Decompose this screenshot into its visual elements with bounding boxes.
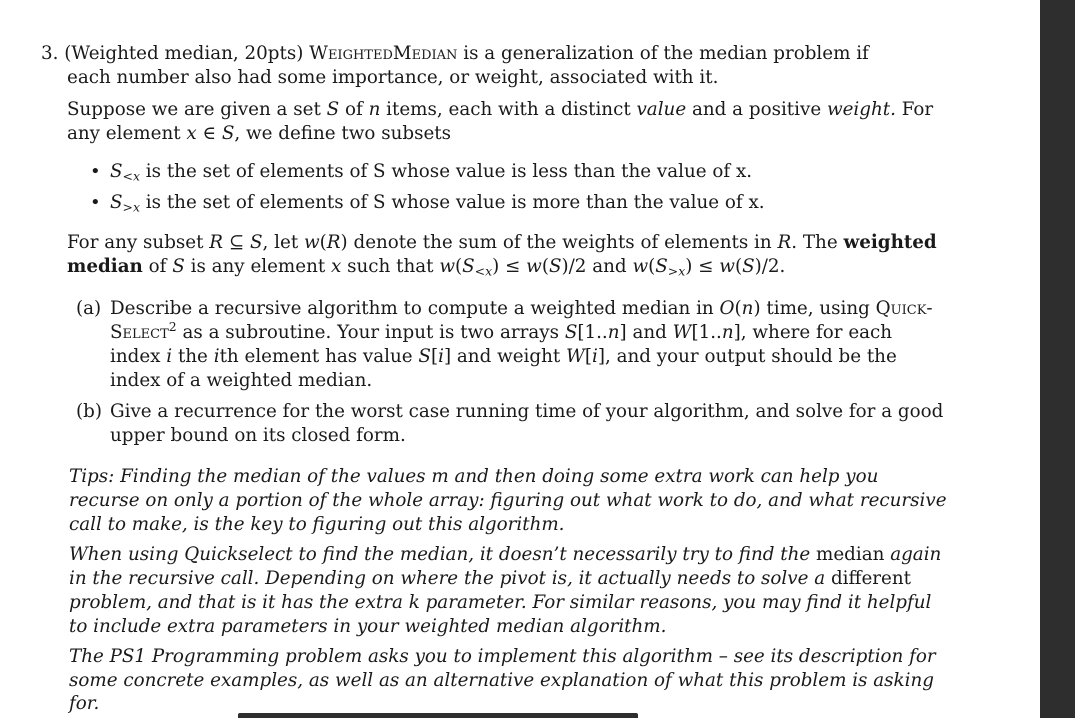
right-sidebar[interactable]: [1040, 0, 1075, 718]
part-a-line-1: Describe a recursive algorithm to compute a weighted median in O(n) time, using Quick-: [110, 298, 933, 319]
bullet-icon: •: [90, 161, 101, 182]
bottom-toolbar-edge[interactable]: [238, 713, 638, 718]
setup-line-2: any element x ∈ S, we define two subsets: [67, 123, 452, 144]
problem-name: WeightedMedian: [309, 43, 458, 64]
part-a-line-2: Select$^2$ as a subroutine. Your input is two arrays S[1..n] and W[1..n], where for each: [110, 319, 893, 343]
tip2-line-3: problem, and that is it has the extra k parameter. For similar reasons, you may find it helpful: [69, 592, 932, 613]
problem-heading: 3. (Weighted median, 20pts) WeightedMedian is a generalization of the median problem if: [41, 43, 869, 64]
part-b-label: (b): [76, 401, 102, 422]
intro-line-2: each number also had some importance, or weight, associated with it.: [67, 67, 719, 88]
part-b-line-2: upper bound on its closed form.: [110, 425, 406, 446]
tip2-line-1: When using Quickselect to find the median, it doesn’t necessarily try to find the median again: [69, 544, 942, 565]
part-a-line-4: index of a weighted median.: [110, 370, 373, 391]
problem-title: (Weighted median, 20pts): [64, 43, 304, 64]
tips-line-2: recurse on only a portion of the whole array: figuring out what work to do, and what recursive: [69, 490, 947, 511]
definition-line-1: For any subset R ⊆ S, let w(R) denote the sum of the weights of elements in R. The weighted: [67, 232, 937, 253]
tip3-line-1: The PS1 Programming problem asks you to implement this algorithm – see its description for: [69, 646, 936, 667]
part-a-label: (a): [76, 298, 102, 319]
problem-number: 3.: [41, 43, 59, 64]
bullet-item: $S_{>x}$ is the set of elements of S whose value is more than the value of x.: [110, 192, 765, 215]
definition-line-2: median of S is any element x such that $w(S_{<x}) \le w(S)/2$ and $w(S_{>x}) \le w(S)/2$.: [67, 256, 786, 279]
tip2-line-2: in the recursive call. Depending on where the pivot is, it actually needs to solve a different: [69, 568, 911, 589]
tip3-line-2: some concrete examples, as well as an alternative explanation of what this problem is asking: [69, 670, 934, 691]
part-a-line-3: index i the ith element has value S[i] and weight W[i], and your output should be the: [110, 346, 897, 367]
tips-line-3: call to make, is the key to figuring out this algorithm.: [69, 514, 565, 535]
tip3-line-3: for.: [69, 693, 100, 714]
bullet-item: $S_{<x}$ is the set of elements of S whose value is less than the value of x.: [110, 161, 753, 184]
part-b-line-1: Give a recurrence for the worst case running time of your algorithm, and solve for a good: [110, 401, 944, 422]
setup-line-1: Suppose we are given a set S of n items, each with a distinct value and a positive weight. For: [67, 99, 934, 120]
bullet-icon: •: [90, 192, 101, 213]
tip2-line-4: to include extra parameters in your weighted median algorithm.: [69, 616, 667, 637]
tips-line-1: Tips: Finding the median of the values m and then doing some extra work can help you: [69, 466, 879, 487]
